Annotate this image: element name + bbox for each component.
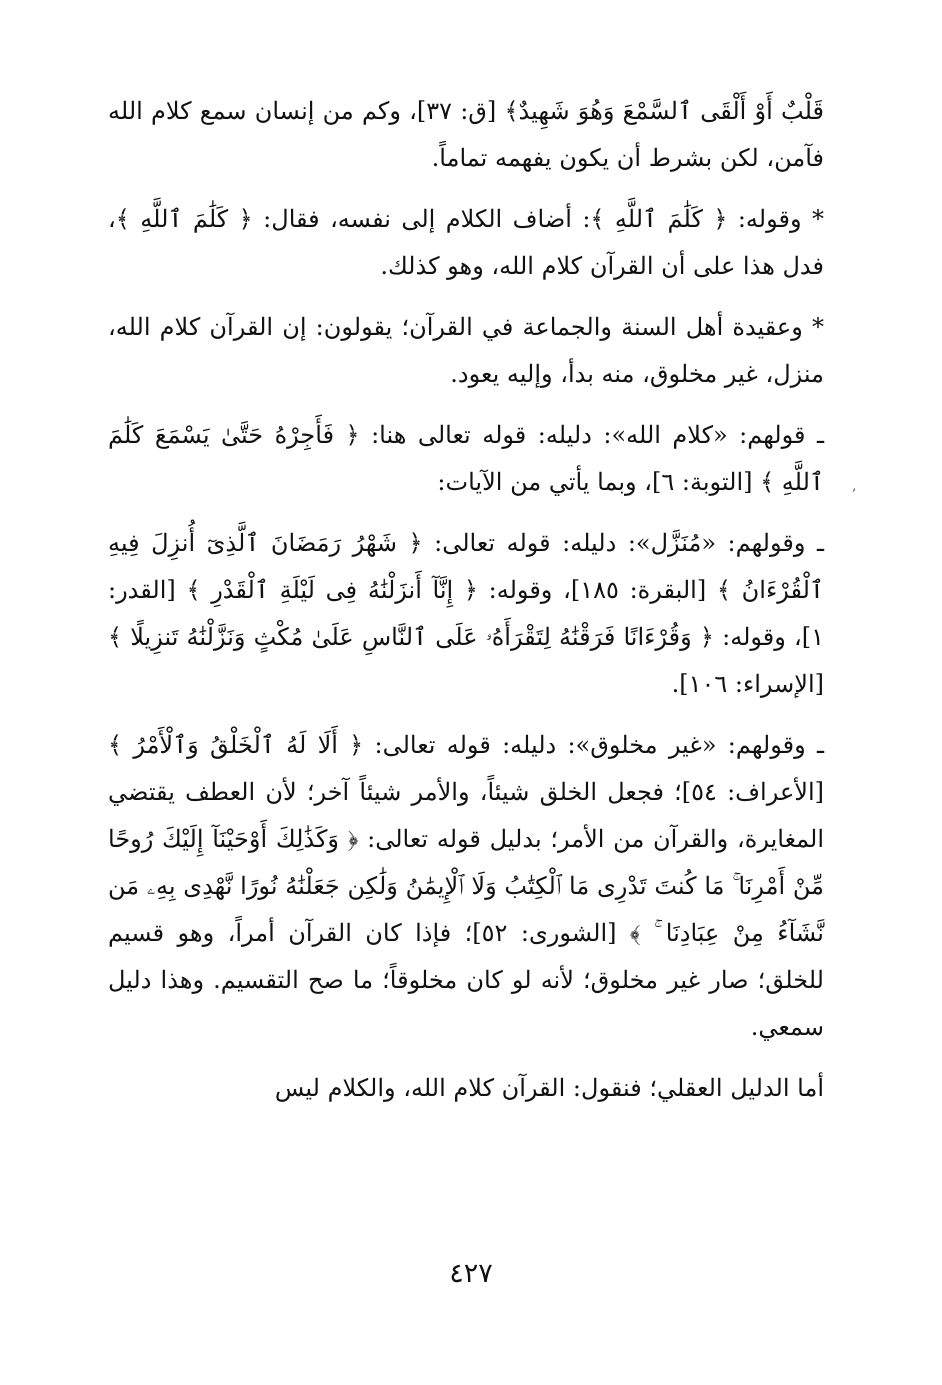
- margin-mark: ,: [852, 478, 857, 494]
- body-text: [108, 88, 824, 1126]
- paragraph-ghayr-makhluq-evidence: ـ وقولهم: «غير مخلوق»: دليله: قوله تعالى: ﴿ أَلَا لَهُ ٱلْخَلْقُ وَٱلْأَمْرُ ﴾ [الأعراف: ٥٤]؛ فجعل الخلق شيئاً، والأمر شيئاً آخر؛ لأن العطف يقتضي المغايرة، والقرآن من الأمر؛ بدليل قوله تعالى: ﴿ وَكَذَٰلِكَ أَوْحَيْنَآ إِلَيْكَ رُوحًا مِّنْ أَمْرِنَا ۚ مَا كُنتَ تَدْرِى مَا ٱلْكِتَٰبُ وَلَا ٱلْإِيمَٰنُ وَلَٰكِن جَعَلْنَٰهُ نُورًا نَّهْدِى بِهِۦ مَن نَّشَآءُ مِنْ عِبَادِنَا ۚ ﴾ [الشورى: ٥٢]؛ فإذا كان القرآن أمراً، وهو قسيم للخلق؛ صار غير مخلوق؛ لأنه لو كان مخلوقاً؛ ما صح التقسيم. وهذا دليل سمعي.: [108, 731, 825, 1041]
- paragraph-munazzal-evidence: ـ وقولهم: «مُنَزَّل»: دليله: قوله تعالى: ﴿ شَهْرُ رَمَضَانَ ٱلَّذِىٓ أُنزِلَ فِيهِ ٱلْقُرْءَانُ ﴾ [البقرة: ١٨٥]، وقوله: ﴿ إِنَّآ أَنزَلْنَٰهُ فِى لَيْلَةِ ٱلْقَدْرِ ﴾ [القدر: ١]، وقوله: ﴿ وَقُرْءَانًا فَرَقْنَٰهُ لِتَقْرَأَهُۥ عَلَى ٱلنَّاسِ عَلَىٰ مُكْثٍ وَنَزَّلْنَٰهُ تَنزِيلًا ﴾ [الإسراء: ١٠٦].: [108, 529, 824, 698]
- paragraph-kalam-allah-evidence: ـ قولهم: «كلام الله»: دليله: قوله تعالى هنا: ﴿ فَأَجِرْهُ حَتَّىٰ يَسْمَعَ كَلَٰمَ ٱللَّهِ ﴾ [التوبة: ٦]، وبما يأتي من الآيات:: [108, 421, 824, 496]
- paragraph-quran-continuation: قَلْبٌ أَوْ أَلْقَى ٱلسَّمْعَ وَهُوَ شَهِيدٌ﴾ [ق: ٣٧]، وكم من إنسان سمع كلام الله فآمن، لكن بشرط أن يكون يفهمه تماماً.: [108, 97, 824, 172]
- page-number: ٤٢٧: [449, 1258, 493, 1289]
- paragraph-kalam-allah: * وقوله: ﴿ كَلَٰمَ ٱللَّهِ ﴾: أضاف الكلام إلى نفسه، فقال: ﴿ كَلَٰمَ ٱللَّهِ ﴾، فدل هذا على أن القرآن كلام الله، وهو كذلك.: [108, 205, 824, 280]
- paragraph-ahl-sunnah-creed: * وعقيدة أهل السنة والجماعة في القرآن؛ يقولون: إن القرآن كلام الله، منزل، غير مخلوق، منه بدأ، وإليه يعود.: [108, 313, 824, 388]
- paragraph-aqli-evidence: أما الدليل العقلي؛ فنقول: القرآن كلام الله، والكلام ليس: [274, 1074, 824, 1102]
